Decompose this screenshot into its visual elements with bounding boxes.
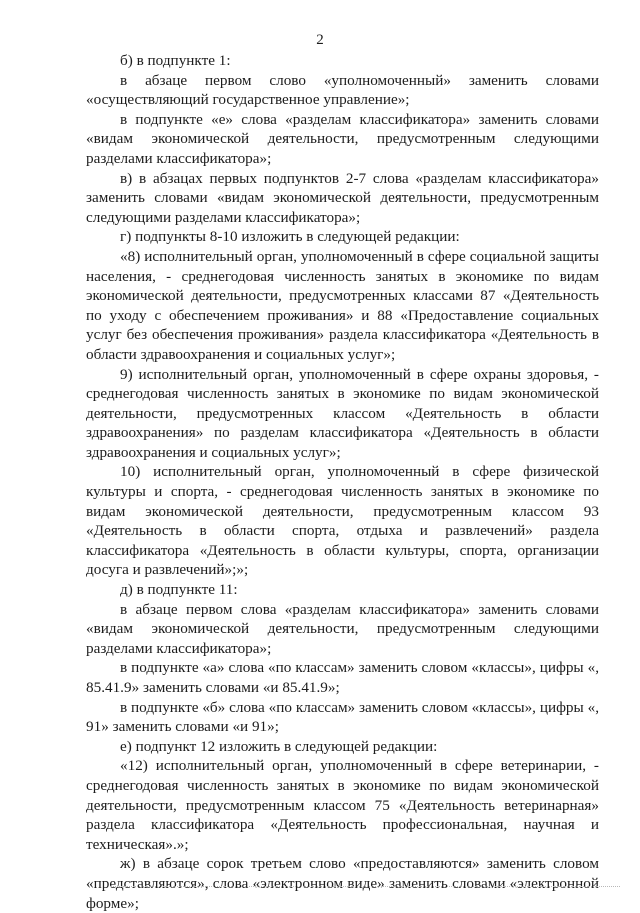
paragraph: е) подпункт 12 изложить в следующей редакции: xyxy=(120,737,438,755)
paragraph: в абзаце первом слова «разделам классификатора» заменить словами «видам экономической деятельности, предусмотренным следующими разделами классификатора»; xyxy=(86,600,599,657)
paragraph: в) в абзацах первых подпунктов 2-7 слова «разделам классификатора» заменить словами «видам экономической деятельности, предусмотренным следующими разделами классификатора»; xyxy=(86,169,599,226)
paragraph: ж) в абзаце сорок третьем слово «предоставляются» заменить словом «представляются», слова «электронном виде» заменить словами «электронной форме»; xyxy=(86,855,599,912)
paragraph: г) подпункты 8-10 изложить в следующей редакции: xyxy=(120,228,460,246)
paragraph: в абзаце первом слово «уполномоченный» заменить словами «осуществляющий государственное управление»; xyxy=(86,71,599,109)
paragraph: «12) исполнительный орган, уполномоченный в сфере ветеринарии, - среднегодовая численность занятых в экономике по видам экономической деятельности, предусмотренным классом 75 «Деятельность ветеринарная» раздела классификатора «Деятельность профессиональная, научная и техническая».»; xyxy=(86,757,599,853)
paragraph: в подпункте «б» слова «по классам» заменить словом «классы», цифры «, 91» заменить словами «и 91»; xyxy=(86,698,599,736)
page-number: 2 xyxy=(316,32,324,48)
paragraph: д) в подпункте 11: xyxy=(120,581,238,599)
paragraph: 10) исполнительный орган, уполномоченный в сфере физической культуры и спорта, - среднегодовая численность занятых в экономике по видам экономической деятельности, предусмотренным классом 93 «Деятельность в области спорта, отдыха и развлечений» раздела классификатора «Деятельность в области культуры, спорта, организации досуга и развлечений»;»; xyxy=(86,463,599,579)
paragraph: «8) исполнительный орган, уполномоченный в сфере социальной защиты населения, - среднегодовая численность занятых в экономике по видам экономической деятельности, предусмотренных классами 87 «Деятельность по уходу с обеспечением проживания» и 88 «Предоставление социальных услуг без обеспечения проживания» раздела классификатора «Деятельность в области здравоохранения и социальных услуг»; xyxy=(86,247,599,363)
document-body xyxy=(86,51,599,913)
paragraph: 9) исполнительный орган, уполномоченный в сфере охраны здоровья, - среднегодовая численность занятых в экономике по видам экономической деятельности, предусмотренных классом «Деятельность в области здравоохранения» по разделам классификатора «Деятельность в области здравоохранения и социальных услуг»; xyxy=(86,365,599,461)
paragraph: б) в подпункте 1: xyxy=(120,52,231,69)
scan-footer-line xyxy=(110,886,620,888)
paragraph: в подпункте «а» слова «по классам» заменить словом «классы», цифры «, 85.41.9» заменить словами «и 85.41.9»; xyxy=(86,659,599,696)
paragraph: в подпункте «е» слова «разделам классификатора» заменить словами «видам экономической деятельности, предусмотренным следующими разделами классификатора»; xyxy=(86,110,599,167)
